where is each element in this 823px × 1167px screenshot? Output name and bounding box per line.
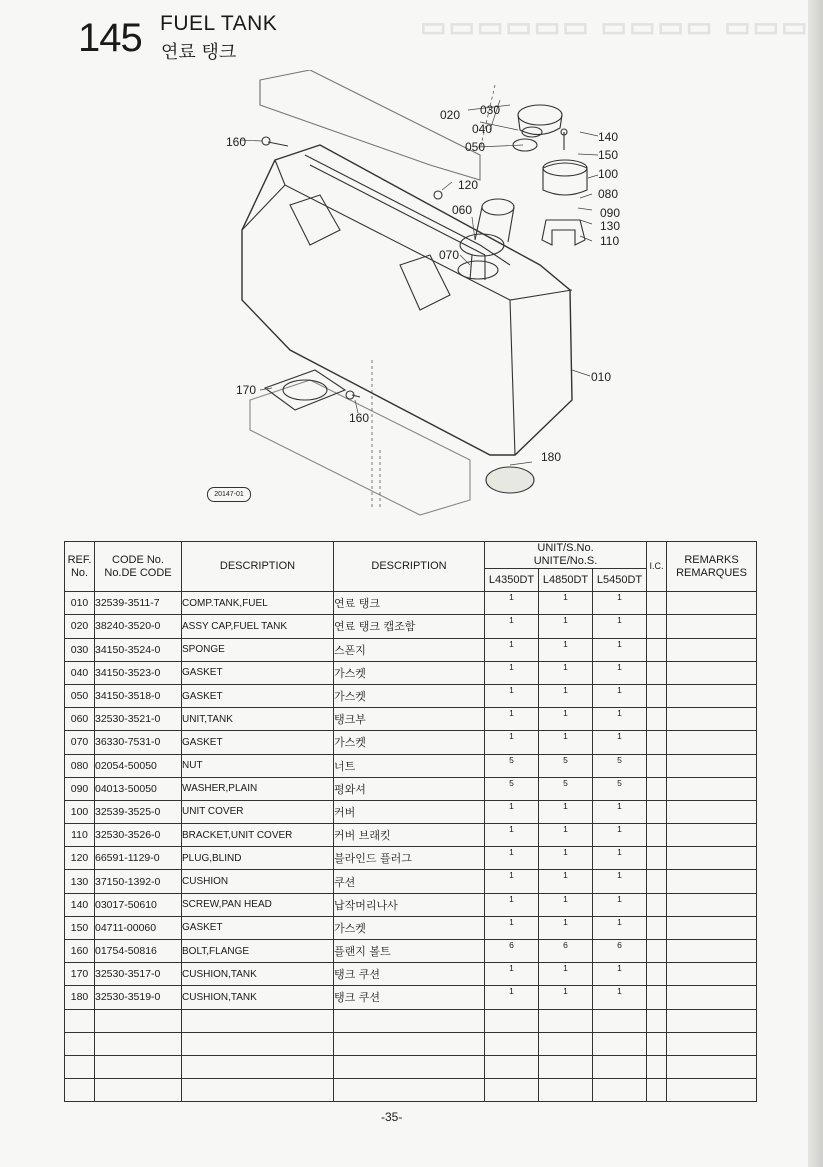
- part-ic: [647, 870, 667, 893]
- empty-cell: [485, 1055, 539, 1078]
- part-ref: 020: [65, 615, 95, 638]
- qty-l5450dt: 1: [593, 800, 647, 823]
- page-edge-shadow: [808, 0, 823, 1167]
- part-code: 32539-3511-7: [95, 592, 182, 615]
- qty-l4350dt: 1: [485, 963, 539, 986]
- part-description-en: UNIT,TANK: [182, 708, 334, 731]
- header-unit-line2: UNITE/No.S.: [533, 555, 598, 567]
- part-description-en: BRACKET,UNIT COVER: [182, 824, 334, 847]
- empty-cell: [182, 1055, 334, 1078]
- empty-cell: [65, 1055, 95, 1078]
- part-remarks: [667, 731, 757, 754]
- header-ic: I.C.: [647, 542, 667, 592]
- part-ic: [647, 800, 667, 823]
- qty-l4350dt: 1: [485, 731, 539, 754]
- qty-l4850dt: 1: [539, 963, 593, 986]
- empty-row: [65, 1009, 757, 1032]
- part-description-en: PLUG,BLIND: [182, 847, 334, 870]
- empty-cell: [485, 1032, 539, 1055]
- empty-cell: [593, 1032, 647, 1055]
- part-remarks: [667, 684, 757, 707]
- qty-l5450dt: 1: [593, 824, 647, 847]
- callout-090: 090: [600, 206, 621, 220]
- part-description-kr: 가스켓: [334, 731, 485, 754]
- qty-l4350dt: 1: [485, 638, 539, 661]
- qty-l4350dt: 1: [485, 684, 539, 707]
- part-ref: 070: [65, 731, 95, 754]
- page-number: -35-: [381, 1110, 403, 1124]
- empty-cell: [334, 1032, 485, 1055]
- part-ref: 170: [65, 963, 95, 986]
- part-code: 04711-00060: [95, 916, 182, 939]
- parts-table-body: [65, 592, 757, 1102]
- part-description-kr: 가스켓: [334, 684, 485, 707]
- empty-cell: [334, 1079, 485, 1102]
- part-description-en: BOLT,FLANGE: [182, 940, 334, 963]
- callout-140: 140: [598, 130, 619, 144]
- part-code: 01754-50816: [95, 940, 182, 963]
- qty-l4850dt: 1: [539, 893, 593, 916]
- qty-l5450dt: 1: [593, 661, 647, 684]
- qty-l4850dt: 1: [539, 615, 593, 638]
- table-row: [65, 661, 757, 684]
- part-description-en: CUSHION,TANK: [182, 986, 334, 1009]
- empty-cell: [539, 1055, 593, 1078]
- table-row: [65, 986, 757, 1009]
- empty-cell: [539, 1009, 593, 1032]
- part-description-en: GASKET: [182, 661, 334, 684]
- header-ref: [65, 542, 95, 592]
- table-row: [65, 916, 757, 939]
- part-code: 32530-3519-0: [95, 986, 182, 1009]
- part-remarks: [667, 940, 757, 963]
- header-model-l5450dt: L5450DT: [593, 569, 647, 592]
- qty-l5450dt: 1: [593, 708, 647, 731]
- part-ref: 060: [65, 708, 95, 731]
- bleed-through-artifact: ▭▭▭▭▭▭ ▭▭▭▭ ▭▭▭: [420, 11, 810, 42]
- callout-120: 120: [458, 178, 479, 192]
- callout-160-top: 160: [226, 135, 247, 149]
- qty-l5450dt: 5: [593, 754, 647, 777]
- part-ic: [647, 824, 667, 847]
- empty-cell: [95, 1009, 182, 1032]
- callout-180: 180: [541, 450, 562, 464]
- part-code: 04013-50050: [95, 777, 182, 800]
- parts-table: [64, 541, 757, 1102]
- part-ic: [647, 638, 667, 661]
- qty-l5450dt: 1: [593, 847, 647, 870]
- part-code: 32530-3521-0: [95, 708, 182, 731]
- qty-l5450dt: 1: [593, 893, 647, 916]
- qty-l4350dt: 1: [485, 893, 539, 916]
- part-ref: 110: [65, 824, 95, 847]
- part-description-en: CUSHION,TANK: [182, 963, 334, 986]
- page-title-en: FUEL TANK: [160, 12, 278, 35]
- part-ref: 030: [65, 638, 95, 661]
- header-remarks-line2: REMARQUES: [676, 566, 747, 579]
- empty-cell: [65, 1032, 95, 1055]
- part-description-kr: 쿠션: [334, 870, 485, 893]
- empty-cell: [95, 1055, 182, 1078]
- qty-l5450dt: 1: [593, 986, 647, 1009]
- header-unit: [485, 542, 647, 569]
- qty-l4350dt: 5: [485, 777, 539, 800]
- fuel-tank-exploded-diagram: [180, 70, 640, 520]
- callout-170: 170: [236, 383, 257, 397]
- header-remarks: [667, 542, 757, 592]
- qty-l5450dt: 5: [593, 777, 647, 800]
- part-ref: 080: [65, 754, 95, 777]
- part-description-kr: 가스켓: [334, 916, 485, 939]
- part-ref: 130: [65, 870, 95, 893]
- header-code: [95, 542, 182, 592]
- part-description-kr: 탱크 쿠션: [334, 963, 485, 986]
- qty-l5450dt: 1: [593, 916, 647, 939]
- qty-l4350dt: 5: [485, 754, 539, 777]
- part-ic: [647, 963, 667, 986]
- empty-cell: [65, 1009, 95, 1032]
- header-ref-line2: No.: [70, 566, 89, 579]
- part-remarks: [667, 916, 757, 939]
- empty-cell: [334, 1055, 485, 1078]
- empty-cell: [485, 1009, 539, 1032]
- table-row: [65, 940, 757, 963]
- empty-cell: [182, 1032, 334, 1055]
- qty-l4850dt: 1: [539, 870, 593, 893]
- qty-l4850dt: 1: [539, 684, 593, 707]
- empty-cell: [647, 1079, 667, 1102]
- part-description-kr: 평와셔: [334, 777, 485, 800]
- empty-cell: [593, 1079, 647, 1102]
- part-remarks: [667, 824, 757, 847]
- qty-l5450dt: 1: [593, 870, 647, 893]
- table-row: [65, 963, 757, 986]
- part-remarks: [667, 986, 757, 1009]
- empty-cell: [667, 1009, 757, 1032]
- part-ref: 150: [65, 916, 95, 939]
- qty-l4850dt: 1: [539, 731, 593, 754]
- qty-l4350dt: 1: [485, 661, 539, 684]
- qty-l4850dt: 1: [539, 986, 593, 1009]
- part-description-kr: 탱크부: [334, 708, 485, 731]
- callout-050: 050: [465, 140, 486, 154]
- page-title-kr: 연료 탱크: [161, 42, 237, 63]
- part-code: 02054-50050: [95, 754, 182, 777]
- empty-cell: [95, 1079, 182, 1102]
- qty-l4850dt: 6: [539, 940, 593, 963]
- empty-cell: [539, 1032, 593, 1055]
- callout-150: 150: [598, 148, 619, 162]
- qty-l4350dt: 1: [485, 870, 539, 893]
- header-ref-line1: REF.: [67, 553, 92, 566]
- empty-cell: [485, 1079, 539, 1102]
- qty-l4350dt: 1: [485, 708, 539, 731]
- part-code: 34150-3523-0: [95, 661, 182, 684]
- callout-040: 040: [472, 122, 493, 136]
- part-description-kr: 연료 탱크 캡조함: [334, 615, 485, 638]
- section-number: 145: [78, 16, 142, 60]
- part-code: 32530-3517-0: [95, 963, 182, 986]
- callout-130: 130: [600, 219, 621, 233]
- table-row: [65, 592, 757, 615]
- callout-100: 100: [598, 167, 619, 181]
- part-remarks: [667, 847, 757, 870]
- table-row: [65, 847, 757, 870]
- part-ic: [647, 615, 667, 638]
- part-description-en: COMP.TANK,FUEL: [182, 592, 334, 615]
- qty-l4850dt: 5: [539, 754, 593, 777]
- part-ref: 120: [65, 847, 95, 870]
- part-description-en: GASKET: [182, 731, 334, 754]
- part-description-kr: 연료 탱크: [334, 592, 485, 615]
- qty-l5450dt: 1: [593, 684, 647, 707]
- empty-row: [65, 1032, 757, 1055]
- qty-l4850dt: 1: [539, 592, 593, 615]
- callout-030: 030: [480, 103, 501, 117]
- part-remarks: [667, 777, 757, 800]
- qty-l4850dt: 1: [539, 800, 593, 823]
- qty-l4350dt: 1: [485, 847, 539, 870]
- part-ic: [647, 940, 667, 963]
- table-row: [65, 800, 757, 823]
- part-description-en: NUT: [182, 754, 334, 777]
- part-remarks: [667, 800, 757, 823]
- qty-l4850dt: 1: [539, 916, 593, 939]
- header-model-l4350dt: L4350DT: [485, 569, 539, 592]
- part-description-en: SPONGE: [182, 638, 334, 661]
- part-ic: [647, 731, 667, 754]
- figure-code: 20147-01: [207, 487, 251, 502]
- part-remarks: [667, 870, 757, 893]
- part-ic: [647, 708, 667, 731]
- empty-cell: [647, 1055, 667, 1078]
- qty-l4350dt: 1: [485, 800, 539, 823]
- empty-cell: [593, 1009, 647, 1032]
- part-ic: [647, 592, 667, 615]
- part-code: 66591-1129-0: [95, 847, 182, 870]
- empty-cell: [182, 1009, 334, 1032]
- qty-l5450dt: 1: [593, 731, 647, 754]
- empty-cell: [539, 1079, 593, 1102]
- qty-l4350dt: 1: [485, 592, 539, 615]
- part-ic: [647, 777, 667, 800]
- qty-l5450dt: 1: [593, 615, 647, 638]
- empty-cell: [667, 1079, 757, 1102]
- part-remarks: [667, 638, 757, 661]
- qty-l5450dt: 6: [593, 940, 647, 963]
- callout-070: 070: [439, 248, 460, 262]
- part-ref: 180: [65, 986, 95, 1009]
- part-description-en: GASKET: [182, 684, 334, 707]
- part-description-kr: 스폰지: [334, 638, 485, 661]
- part-remarks: [667, 708, 757, 731]
- part-description-en: CUSHION: [182, 870, 334, 893]
- qty-l4850dt: 1: [539, 847, 593, 870]
- callout-080: 080: [598, 187, 619, 201]
- header-code-line1: CODE No.: [112, 553, 164, 566]
- part-code: 32539-3525-0: [95, 800, 182, 823]
- empty-cell: [182, 1079, 334, 1102]
- empty-cell: [65, 1079, 95, 1102]
- part-remarks: [667, 661, 757, 684]
- part-ic: [647, 986, 667, 1009]
- callout-060: 060: [452, 203, 473, 217]
- part-ref: 100: [65, 800, 95, 823]
- header-description-kr: DESCRIPTION: [334, 542, 485, 592]
- part-code: 34150-3524-0: [95, 638, 182, 661]
- table-row: [65, 708, 757, 731]
- table-row: [65, 777, 757, 800]
- part-description-kr: 납작머리나사: [334, 893, 485, 916]
- empty-cell: [667, 1055, 757, 1078]
- table-row: [65, 824, 757, 847]
- part-ref: 040: [65, 661, 95, 684]
- qty-l5450dt: 1: [593, 963, 647, 986]
- table-row: [65, 684, 757, 707]
- table-row: [65, 870, 757, 893]
- part-code: 36330-7531-0: [95, 731, 182, 754]
- empty-row: [65, 1079, 757, 1102]
- part-code: 38240-3520-0: [95, 615, 182, 638]
- qty-l4850dt: 1: [539, 661, 593, 684]
- part-ref: 010: [65, 592, 95, 615]
- qty-l4350dt: 6: [485, 940, 539, 963]
- table-row: [65, 731, 757, 754]
- empty-cell: [667, 1032, 757, 1055]
- table-row: [65, 615, 757, 638]
- part-description-en: UNIT COVER: [182, 800, 334, 823]
- part-ref: 050: [65, 684, 95, 707]
- header-unit-line1: UNIT/S.No.: [537, 542, 594, 554]
- part-code: 34150-3518-0: [95, 684, 182, 707]
- table-row: [65, 893, 757, 916]
- table-row: [65, 638, 757, 661]
- qty-l4350dt: 1: [485, 986, 539, 1009]
- part-description-en: SCREW,PAN HEAD: [182, 893, 334, 916]
- part-ref: 140: [65, 893, 95, 916]
- qty-l5450dt: 1: [593, 638, 647, 661]
- callout-010: 010: [591, 370, 612, 384]
- qty-l4350dt: 1: [485, 916, 539, 939]
- part-description-kr: 너트: [334, 754, 485, 777]
- part-ic: [647, 893, 667, 916]
- qty-l4850dt: 1: [539, 638, 593, 661]
- qty-l4850dt: 1: [539, 824, 593, 847]
- part-description-kr: 탱크 쿠션: [334, 986, 485, 1009]
- part-ic: [647, 847, 667, 870]
- header-code-line2: No.DE CODE: [104, 566, 172, 579]
- part-code: 03017-50610: [95, 893, 182, 916]
- callout-160-bottom: 160: [349, 411, 370, 425]
- empty-row: [65, 1055, 757, 1078]
- qty-l4850dt: 1: [539, 708, 593, 731]
- part-ic: [647, 661, 667, 684]
- part-code: 32530-3526-0: [95, 824, 182, 847]
- part-remarks: [667, 615, 757, 638]
- empty-cell: [95, 1032, 182, 1055]
- part-remarks: [667, 592, 757, 615]
- callout-020: 020: [440, 108, 461, 122]
- part-ic: [647, 916, 667, 939]
- qty-l5450dt: 1: [593, 592, 647, 615]
- qty-l4350dt: 1: [485, 615, 539, 638]
- part-remarks: [667, 963, 757, 986]
- header-remarks-line1: REMARKS: [684, 553, 739, 566]
- empty-cell: [334, 1009, 485, 1032]
- qty-l4350dt: 1: [485, 824, 539, 847]
- part-ic: [647, 754, 667, 777]
- part-ic: [647, 684, 667, 707]
- part-description-kr: 가스켓: [334, 661, 485, 684]
- table-row: [65, 754, 757, 777]
- part-remarks: [667, 893, 757, 916]
- part-ref: 090: [65, 777, 95, 800]
- empty-cell: [647, 1009, 667, 1032]
- part-ref: 160: [65, 940, 95, 963]
- part-description-en: GASKET: [182, 916, 334, 939]
- part-description-kr: 플랜지 볼트: [334, 940, 485, 963]
- empty-cell: [593, 1055, 647, 1078]
- part-description-en: WASHER,PLAIN: [182, 777, 334, 800]
- part-description-kr: 커버 브래킷: [334, 824, 485, 847]
- part-description-kr: 커버: [334, 800, 485, 823]
- callout-110: 110: [600, 234, 620, 248]
- part-code: 37150-1392-0: [95, 870, 182, 893]
- part-description-kr: 블라인드 플러그: [334, 847, 485, 870]
- empty-cell: [647, 1032, 667, 1055]
- header-description-en: DESCRIPTION: [182, 542, 334, 592]
- part-remarks: [667, 754, 757, 777]
- qty-l4850dt: 5: [539, 777, 593, 800]
- part-description-en: ASSY CAP,FUEL TANK: [182, 615, 334, 638]
- header-model-l4850dt: L4850DT: [539, 569, 593, 592]
